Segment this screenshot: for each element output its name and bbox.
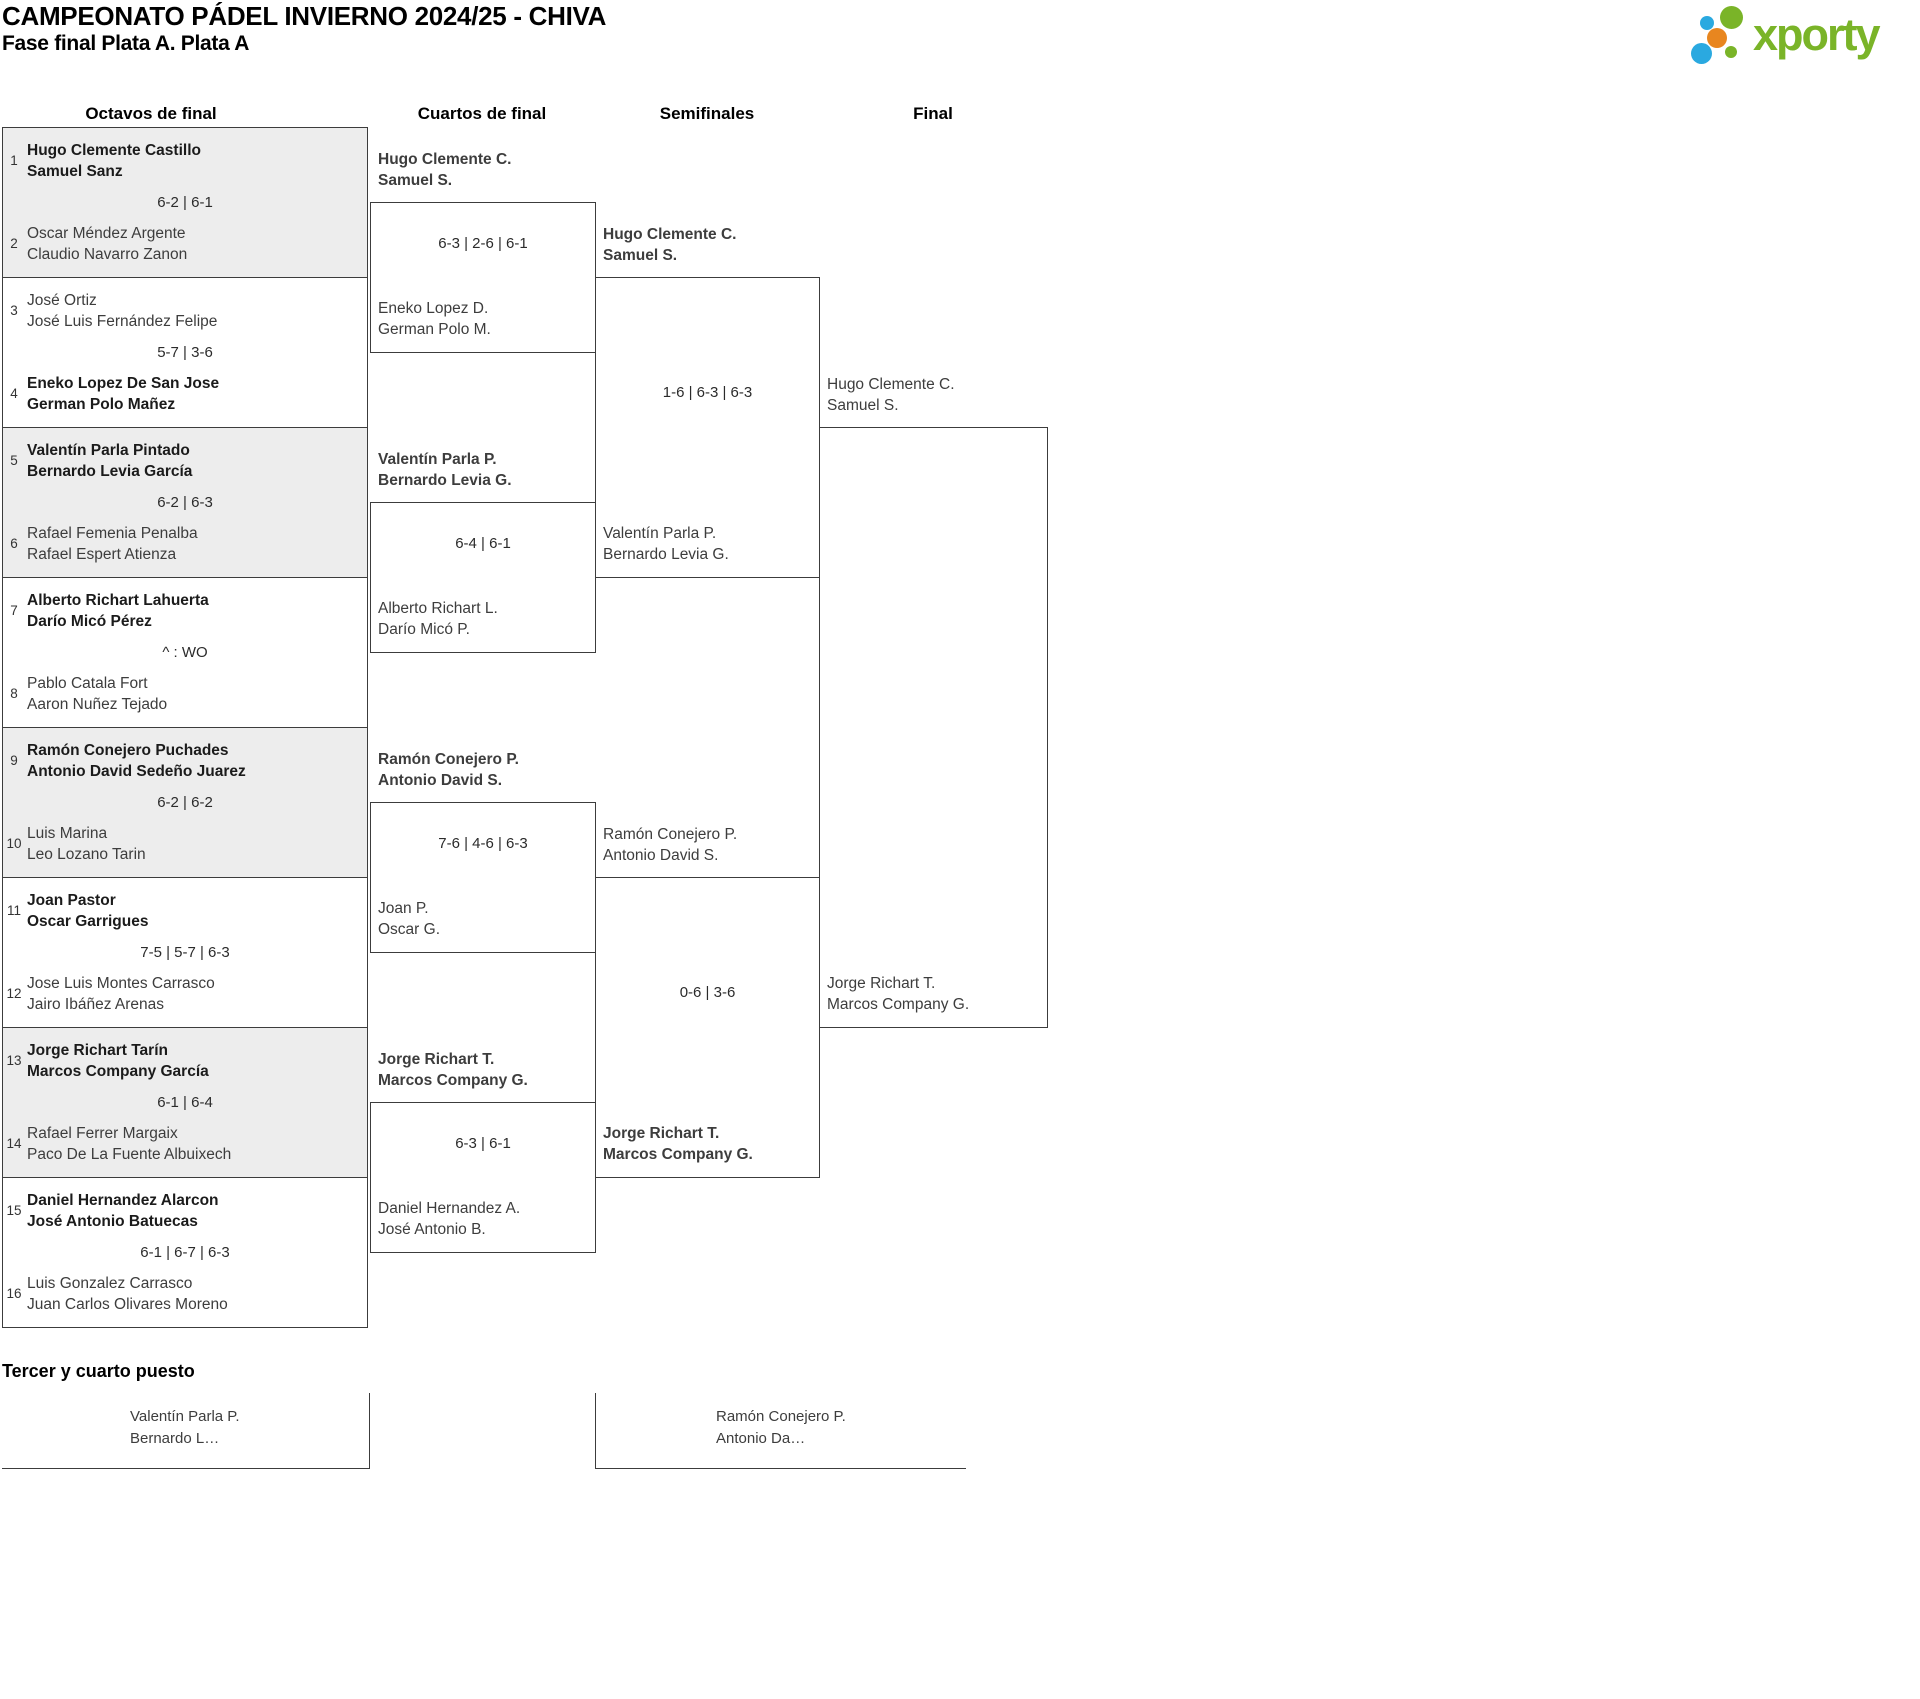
player-name: Juan Carlos Olivares Moreno: [27, 1296, 228, 1313]
seed-number: 14: [6, 1136, 22, 1151]
player-name: Jorge Richart T.: [603, 1125, 720, 1142]
page-subtitle: Fase final Plata A. Plata A: [2, 32, 250, 55]
player-name: Hugo Clemente Castillo: [27, 142, 201, 159]
team-pair: [378, 749, 519, 791]
seed-number: 15: [6, 1203, 22, 1218]
player-name: Jorge Richart T.: [378, 1051, 495, 1068]
player-name: Antonio David S.: [603, 847, 719, 864]
player-name: Valentín Parla P.: [378, 451, 497, 468]
match-score: 6-1 | 6-4: [157, 1094, 213, 1111]
team-pair: [603, 224, 736, 266]
player-name: Valentín Parla Pintado: [27, 442, 190, 459]
match-box-final: [819, 376, 1048, 1028]
player-name: Daniel Hernandez A.: [378, 1200, 521, 1217]
team-pair: [378, 149, 511, 191]
player-name: Rafael Femenia Penalba: [27, 525, 198, 542]
team-pair: [27, 1040, 209, 1082]
match-box-semifinal-2: [595, 826, 820, 1178]
player-name: Daniel Hernandez Alarcon: [27, 1192, 219, 1209]
match-box-octavos-8: [2, 1177, 368, 1328]
match-score: 6-2 | 6-2: [157, 794, 213, 811]
match-score: 1-6 | 6-3 | 6-3: [662, 384, 753, 401]
match-box-octavos-5: [2, 727, 368, 878]
player-name: Bernardo Levia García: [27, 463, 193, 480]
team-pair: [378, 298, 491, 340]
player-name: Hugo Clemente C.: [827, 376, 955, 393]
team-pair: [27, 823, 146, 865]
team-pair: [27, 590, 209, 632]
player-name: Darío Micó Pérez: [27, 613, 152, 630]
match-box-octavos-6: [2, 877, 368, 1028]
player-name: Valentín Parla P.: [603, 525, 717, 542]
team-pair: [27, 740, 246, 782]
player-name: Ramón Conejero P.: [716, 1408, 846, 1425]
player-name: Samuel S.: [603, 247, 678, 264]
player-name: German Polo Mañez: [27, 396, 176, 413]
seed-number: 3: [10, 303, 18, 318]
team-pair: [827, 374, 955, 416]
seed-number: 16: [6, 1286, 22, 1301]
team-pair: [27, 890, 148, 932]
player-name: Luis Marina: [27, 825, 108, 842]
player-name: Luis Gonzalez Carrasco: [27, 1275, 193, 1292]
third-place-box-b-left-border: [595, 1393, 596, 1468]
match-box-octavos-2: [2, 277, 368, 428]
player-name: Eneko Lopez De San Jose: [27, 375, 220, 392]
player-name: Marcos Company G.: [603, 1146, 753, 1163]
player-name: Paco De La Fuente Albuixech: [27, 1146, 232, 1163]
match-box-semifinal-1: [595, 226, 820, 578]
seed-number: 13: [6, 1053, 22, 1068]
match-score: 0-6 | 3-6: [679, 984, 736, 1001]
seed-number: 5: [10, 453, 18, 468]
team-pair: [27, 1190, 219, 1232]
third-place-team-b: [716, 1406, 846, 1450]
player-name: Joan P.: [378, 900, 429, 917]
player-name: Bernardo Levia G.: [603, 546, 729, 563]
match-box-cuartos-4: [370, 1051, 596, 1253]
player-name: Antonio David Sedeño Juarez: [27, 763, 246, 780]
logo-dot-blue-large: [1691, 43, 1712, 64]
player-name: Marcos Company G.: [378, 1072, 528, 1089]
player-name: José Luis Fernández Felipe: [27, 313, 218, 330]
player-name: Alberto Richart L.: [378, 600, 498, 617]
player-name: Joan Pastor: [27, 892, 116, 909]
match-box-cuartos-3: [370, 751, 596, 953]
player-name: Jorge Richart Tarín: [27, 1042, 168, 1059]
player-name: Aaron Nuñez Tejado: [27, 696, 168, 713]
player-name: Antonio David S.: [378, 772, 502, 789]
team-pair: [378, 598, 498, 640]
player-name: Rafael Ferrer Margaix: [27, 1125, 178, 1142]
player-name: Leo Lozano Tarin: [27, 846, 146, 863]
player-name: Oscar Garrigues: [27, 913, 149, 930]
seed-number: 8: [10, 686, 18, 701]
player-name: German Polo M.: [378, 321, 491, 338]
seed-number: 1: [10, 153, 18, 168]
team-pair: [27, 290, 217, 332]
seed-number: 2: [10, 236, 18, 251]
player-name: Antonio Da…: [716, 1430, 806, 1447]
page-title: CAMPEONATO PÁDEL INVIERNO 2024/25 - CHIVA: [2, 1, 607, 31]
match-score: 5-7 | 3-6: [157, 344, 213, 361]
player-name: Marcos Company G.: [827, 996, 970, 1013]
match-score: 6-2 | 6-3: [157, 494, 213, 511]
seed-number: 6: [10, 536, 18, 551]
logo-dot-orange: [1707, 28, 1727, 48]
match-box-octavos-3: [2, 427, 368, 578]
player-name: José Ortiz: [27, 292, 97, 309]
player-name: Jairo Ibáñez Arenas: [27, 996, 165, 1013]
team-pair: [603, 824, 737, 866]
match-score: 6-1 | 6-7 | 6-3: [140, 1244, 230, 1261]
player-name: Bernardo L…: [130, 1430, 220, 1447]
team-pair: [378, 449, 512, 491]
third-place-box-a-right-border: [369, 1393, 370, 1468]
team-pair: [27, 1273, 228, 1315]
match-box-octavos-4: [2, 577, 368, 728]
match-score: 7-6 | 4-6 | 6-3: [438, 835, 528, 852]
player-name: Samuel Sanz: [27, 163, 123, 180]
third-place-team-a: [130, 1406, 240, 1450]
team-pair: [378, 1049, 528, 1091]
third-place-heading: Tercer y cuarto puesto: [2, 1361, 195, 1381]
player-name: Valentín Parla P.: [130, 1408, 240, 1425]
seed-number: 10: [6, 836, 22, 851]
seed-number: 7: [10, 603, 18, 618]
round-header-cuartos: Cuartos de final: [417, 104, 547, 123]
match-score: 6-3 | 6-1: [455, 1135, 511, 1152]
match-score: 6-2 | 6-1: [157, 194, 213, 211]
match-box-cuartos-1: [370, 151, 596, 353]
player-name: Oscar Méndez Argente: [27, 225, 186, 242]
player-name: Marcos Company García: [27, 1063, 209, 1080]
seed-number: 4: [10, 386, 18, 401]
seed-number: 11: [6, 903, 21, 918]
team-pair: [27, 223, 187, 265]
team-pair: [603, 1123, 753, 1165]
seed-number: 12: [6, 986, 22, 1001]
team-pair: [27, 523, 198, 565]
team-pair: [603, 523, 729, 565]
player-name: Jorge Richart T.: [827, 975, 936, 992]
player-name: Ramón Conejero P.: [378, 751, 519, 768]
team-pair: [27, 973, 215, 1015]
player-name: Samuel S.: [827, 397, 899, 414]
player-name: Ramón Conejero Puchades: [27, 742, 229, 759]
round-header-final: Final: [913, 104, 953, 123]
team-pair: [27, 673, 167, 715]
team-pair: [27, 373, 219, 415]
player-name: Darío Micó P.: [378, 621, 470, 638]
match-score: 6-3 | 2-6 | 6-1: [438, 235, 528, 252]
round-header-semifinales: Semifinales: [659, 104, 755, 123]
team-pair: [827, 973, 969, 1015]
player-name: Samuel S.: [378, 172, 453, 189]
team-pair: [27, 1123, 231, 1165]
team-pair: [27, 140, 201, 182]
player-name: Hugo Clemente C.: [603, 226, 737, 243]
player-name: Claudio Navarro Zanon: [27, 246, 188, 263]
team-pair: [27, 440, 192, 482]
player-name: Pablo Catala Fort: [27, 675, 148, 692]
match-box-cuartos-2: [370, 451, 596, 653]
team-pair: [378, 898, 440, 940]
third-place-box-a-bottom-border: [2, 1468, 370, 1469]
player-name: Ramón Conejero P.: [603, 826, 738, 843]
logo-wordmark: xporty: [1753, 9, 1879, 60]
player-name: José Antonio Batuecas: [27, 1213, 198, 1230]
match-score: 6-4 | 6-1: [455, 535, 511, 552]
player-name: Oscar G.: [378, 921, 441, 938]
seed-number: 9: [10, 753, 18, 768]
third-place-box-b-bottom-border: [595, 1468, 966, 1469]
player-name: Rafael Espert Atienza: [27, 546, 177, 563]
player-name: Eneko Lopez D.: [378, 300, 489, 317]
match-box-octavos-7: [2, 1027, 368, 1178]
player-name: Alberto Richart Lahuerta: [27, 592, 209, 609]
player-name: Jose Luis Montes Carrasco: [27, 975, 215, 992]
logo-dot-green-large: [1720, 6, 1743, 29]
match-box-octavos-1: [2, 127, 368, 278]
player-name: Hugo Clemente C.: [378, 151, 512, 168]
round-header-octavos: Octavos de final: [85, 104, 217, 123]
team-pair: [378, 1198, 520, 1240]
player-name: Bernardo Levia G.: [378, 472, 512, 489]
match-score: 7-5 | 5-7 | 6-3: [140, 944, 230, 961]
player-name: José Antonio B.: [378, 1221, 486, 1238]
match-score: ^ : WO: [162, 644, 208, 661]
logo-dot-green-small: [1725, 46, 1737, 58]
